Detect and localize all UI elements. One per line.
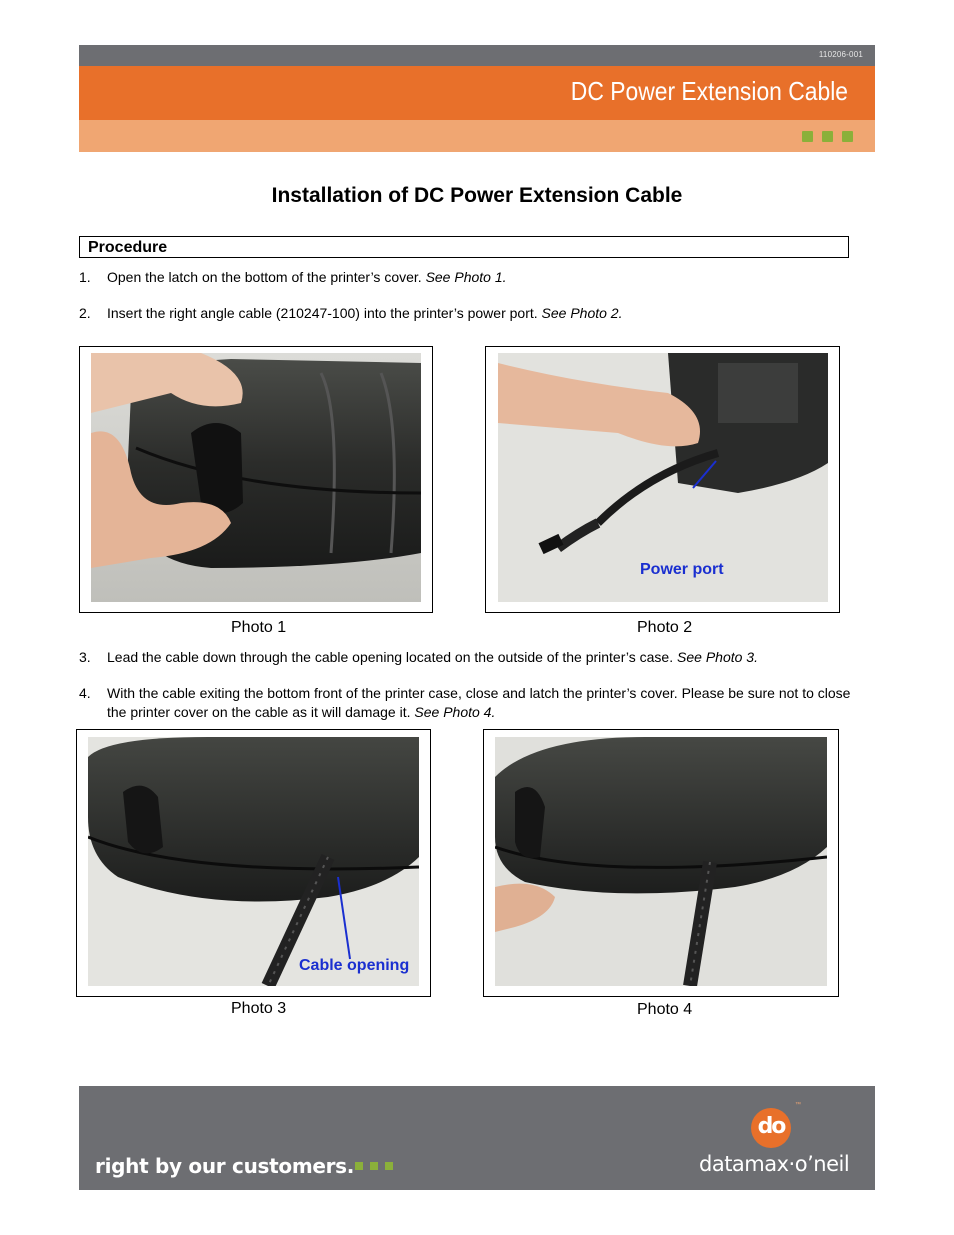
step-number: 3. <box>79 649 91 665</box>
photo-reference: See Photo 3. <box>677 649 758 665</box>
green-square-icon <box>370 1162 378 1170</box>
photo-1-image <box>91 353 421 602</box>
procedure-heading: Procedure <box>88 239 168 256</box>
footer-banner <box>79 1086 875 1190</box>
trademark-symbol: ™ <box>795 1102 801 1108</box>
step-number: 1. <box>79 269 91 285</box>
logo-mark: do <box>757 1114 785 1139</box>
photo-3-frame <box>76 729 431 997</box>
photo-3-caption: Photo 3 <box>231 1000 287 1017</box>
step-instruction: Lead the cable down through the cable opening located on the outside of the printer’s case. <box>107 649 678 665</box>
footer-tagline: right by our customers. <box>95 1154 355 1178</box>
photo-3-image <box>88 737 419 986</box>
photo-2-caption: Photo 2 <box>637 619 693 636</box>
green-square-icon <box>355 1162 363 1170</box>
photo-2-callout: Power port <box>640 561 724 578</box>
photo-reference: See Photo 1. <box>425 269 507 285</box>
step-instruction: With the cable exiting the bottom front of the printer case, close and latch the printer’s cover. Please be sure not to close the printer cover on the cable as it will damage it. <box>107 685 851 720</box>
step-text <box>107 648 867 667</box>
step-instruction: Insert the right angle cable (210247-100) into the printer’s power port. <box>107 305 542 321</box>
brand-name: datamax·o’neil <box>699 1152 850 1176</box>
green-square-icon <box>822 131 833 142</box>
company-logo-icon <box>751 1108 791 1148</box>
header-top-bar <box>79 45 875 66</box>
photo-3-callout: Cable opening <box>299 957 410 974</box>
photo-reference: See Photo 2. <box>541 305 623 321</box>
step-text <box>107 684 867 722</box>
header-title-bar <box>79 66 875 120</box>
photo-1-caption: Photo 1 <box>231 619 287 636</box>
step-instruction: Open the latch on the bottom of the printer’s cover. <box>107 269 426 285</box>
header-title: DC Power Extension Cable <box>570 76 848 106</box>
photo-reference: See Photo 4. <box>414 704 496 720</box>
photo-4-caption: Photo 4 <box>637 1001 693 1018</box>
page-title: Installation of DC Power Extension Cable <box>271 184 683 207</box>
procedure-heading-box <box>79 236 849 258</box>
photo-4-image <box>495 737 827 986</box>
photo-2-frame <box>485 346 840 613</box>
green-square-icon <box>385 1162 393 1170</box>
step-text <box>107 268 867 287</box>
header-accent-bar <box>79 120 875 152</box>
green-square-icon <box>842 131 853 142</box>
green-square-icon <box>802 131 813 142</box>
photo-1-frame <box>79 346 433 613</box>
step-text <box>107 304 867 323</box>
document-number: 110206-001 <box>818 50 863 59</box>
step-number: 2. <box>79 305 91 321</box>
photo-4-frame <box>483 729 839 997</box>
photo-2-image <box>498 353 828 602</box>
step-number: 4. <box>79 685 91 701</box>
